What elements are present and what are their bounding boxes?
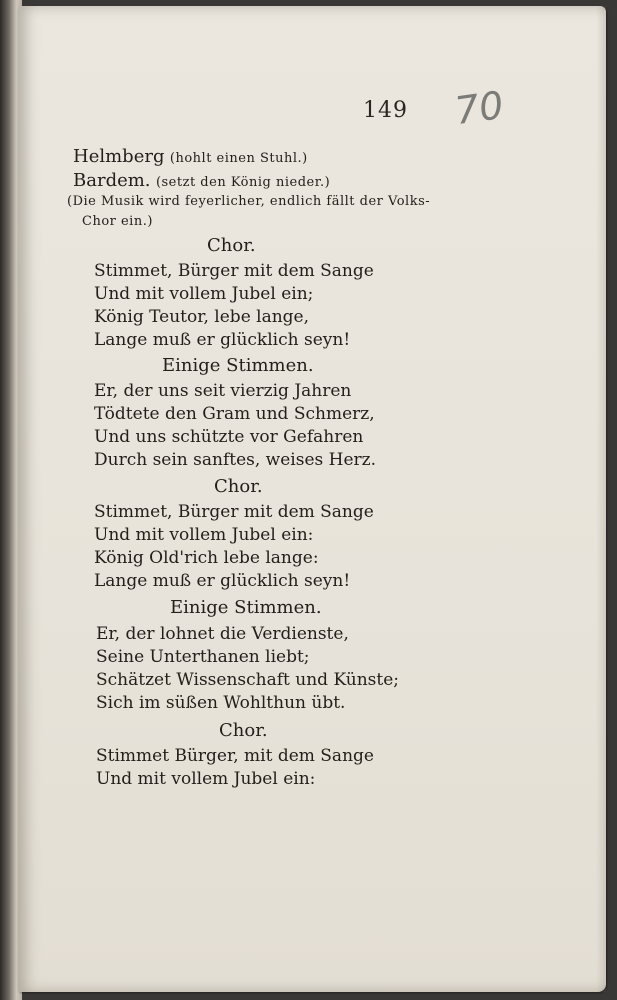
speaker-name: Helmberg — [73, 146, 165, 167]
page-number: 149 — [363, 98, 408, 123]
verse-line: Seine Unterthanen liebt; — [96, 647, 310, 667]
stage-direction: (setzt den König nieder.) — [155, 175, 331, 190]
verse-line: Und mit vollem Jubel ein: — [94, 525, 314, 545]
verse-line: Tödtete den Gram und Schmerz, — [94, 404, 375, 424]
verse-line: Und mit vollem Jubel ein: — [96, 769, 316, 789]
verse-line: Schätzet Wissenschaft und Künste; — [96, 670, 400, 690]
verse-line: Stimmet, Bürger mit dem Sange — [94, 502, 374, 522]
verse-line: Er, der uns seit vierzig Jahren — [94, 381, 352, 401]
section-heading: Chor. — [214, 476, 263, 497]
verse-line: Lange muß er glücklich seyn! — [94, 330, 351, 350]
verse-line: Er, der lohnet die Verdienste, — [96, 624, 349, 644]
stage-line — [73, 170, 330, 191]
verse-line: Lange muß er glücklich seyn! — [94, 571, 351, 591]
verse-line: Durch sein sanftes, weises Herz. — [94, 450, 377, 470]
section-heading: Einige Stimmen. — [170, 597, 322, 618]
stage-direction: Chor ein.) — [82, 214, 153, 229]
verse-line: Sich im süßen Wohlthun übt. — [96, 693, 346, 713]
verse-line: Stimmet Bürger, mit dem Sange — [96, 746, 374, 766]
verse-line: König Teutor, lebe lange, — [94, 307, 310, 327]
verse-line: Stimmet, Bürger mit dem Sange — [94, 261, 374, 281]
stage-direction: (Die Musik wird feyerlicher, endlich fällt der Volks- — [67, 194, 431, 209]
section-heading: Chor. — [219, 720, 268, 741]
verse-line: Und mit vollem Jubel ein; — [94, 284, 314, 304]
verse-line: König Old'rich lebe lange: — [94, 548, 319, 568]
speaker-name: Bardem. — [73, 170, 151, 191]
pencil-annotation: 70 — [452, 82, 507, 134]
verse-line: Und uns schützte vor Gefahren — [94, 427, 364, 447]
section-heading: Einige Stimmen. — [162, 355, 314, 376]
stage-line — [73, 146, 308, 167]
stage-direction: (hohlt einen Stuhl.) — [169, 151, 308, 166]
section-heading: Chor. — [207, 235, 256, 256]
